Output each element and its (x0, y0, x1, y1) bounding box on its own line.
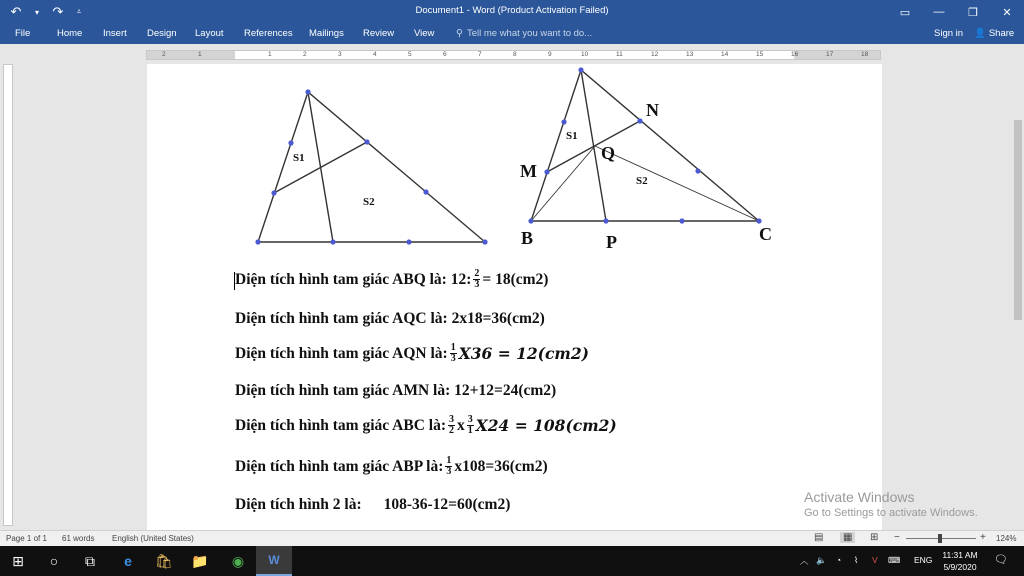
clock-time: 11:31 AM (942, 550, 978, 560)
ruler-number: 16 (791, 51, 799, 58)
fraction: $\frac{1}{3}$ (450, 342, 456, 364)
undo-dropdown-icon[interactable]: ▾ (34, 7, 39, 17)
line-label: Diện tích hình 2 là: (235, 496, 362, 513)
tab-file[interactable]: File (15, 28, 31, 39)
vertical-scrollbar[interactable] (1012, 64, 1024, 530)
right-triangle (531, 70, 759, 221)
right-label-s1: S1 (566, 130, 578, 142)
tab-review[interactable]: Review (363, 28, 395, 39)
ruler-number: 1 (198, 51, 202, 58)
word-app-icon[interactable]: W (256, 546, 292, 576)
right-label-s2: S2 (636, 175, 648, 187)
point-label-q: Q (601, 143, 616, 163)
edge-browser-icon[interactable]: e (124, 553, 132, 569)
zoom-out-icon[interactable]: − (894, 532, 900, 543)
lightbulb-icon: ⚲ (456, 28, 463, 39)
right-triangle-outline (531, 70, 759, 221)
tray-chevron-icon[interactable]: ︿ (800, 556, 809, 566)
watermark-subtitle: Go to Settings to activate Windows. (804, 507, 978, 519)
doc-line-hinh2[interactable] (235, 496, 510, 514)
right-points (528, 67, 761, 223)
page-count[interactable]: Page 1 of 1 (6, 534, 47, 543)
left-label-s2: S2 (363, 196, 375, 208)
left-triangle-outline (258, 92, 485, 242)
zoom-slider-thumb[interactable] (938, 534, 942, 543)
minimize-button[interactable]: — (933, 6, 945, 18)
file-explorer-icon[interactable]: 📁 (191, 552, 209, 569)
volume-icon[interactable]: 🔈 (816, 555, 827, 565)
network-icon[interactable]: ◔ (836, 555, 842, 565)
left-triangle (258, 92, 485, 242)
close-button[interactable]: ✕ (1002, 6, 1012, 19)
tab-design[interactable]: Design (147, 28, 177, 39)
ribbon-tabs (0, 24, 1024, 44)
geometry-figure (147, 64, 882, 264)
print-layout-icon[interactable]: ▦ (840, 532, 855, 543)
fraction: $\frac{3}{2}$ (448, 414, 454, 436)
point-label-m: M (520, 161, 537, 181)
language-indicator[interactable]: English (United States) (112, 534, 194, 543)
ruler-number: 13 (686, 51, 694, 58)
windows-start-icon[interactable]: ⊞ (12, 552, 24, 569)
word-count[interactable]: 61 words (62, 534, 95, 543)
activate-windows-watermark (804, 489, 978, 519)
doc-line-amn[interactable]: Diện tích hình tam giác AMN là: 12+12=24(cm2) (235, 382, 557, 399)
ruler-number: 3 (338, 51, 342, 58)
redo-icon[interactable]: ↷ (52, 4, 64, 19)
ruler-number: 15 (756, 51, 764, 58)
ruler-number: 2 (162, 51, 166, 58)
line-prefix: Diện tích hình tam giác ABQ là: 12: (235, 270, 472, 288)
ruler-number: 18 (861, 51, 869, 58)
zoom-in-icon[interactable]: + (980, 532, 986, 543)
task-view-icon[interactable]: ⧉ (85, 552, 95, 569)
line-prefix: Diện tích hình tam giác AQN là: (235, 344, 448, 362)
language-indicator-taskbar[interactable]: ENG (914, 555, 933, 565)
store-icon[interactable]: 🛍 (155, 552, 173, 569)
line-value: 108-36-12=60(cm2) (383, 496, 511, 513)
share-button[interactable] (974, 28, 1014, 39)
ruler-number: 11 (616, 51, 623, 58)
horizontal-ruler-row (0, 48, 1024, 62)
watermark-title: Activate Windows (804, 489, 915, 505)
left-label-s1: S1 (293, 152, 305, 164)
point-label-n: N (646, 100, 659, 120)
antivirus-icon[interactable]: V (872, 555, 878, 565)
ruler-number: 2 (303, 51, 307, 58)
ribbon-display-options-icon[interactable]: ▭ (899, 6, 911, 19)
line-suffix: x108=36(cm2) (454, 457, 548, 475)
ruler-number: 6 (443, 51, 447, 58)
read-mode-icon[interactable]: ▤ (814, 532, 824, 543)
ruler-number: 10 (581, 51, 589, 58)
ruler-number: 8 (513, 51, 517, 58)
tab-home[interactable]: Home (57, 28, 83, 39)
search-circle-icon[interactable]: ○ (49, 553, 59, 569)
fraction: $\frac{3}{1}$ (467, 414, 473, 436)
ruler-number: 12 (651, 51, 659, 58)
doc-line-abq[interactable] (235, 269, 548, 290)
clock-date: 5/9/2020 (943, 562, 977, 572)
ruler-number: 4 (373, 51, 377, 58)
fraction: $\frac{2}{3}$ (474, 268, 480, 290)
doc-line-aqn[interactable] (235, 343, 589, 364)
notifications-icon[interactable]: 🗨 (994, 554, 1008, 566)
ruler-number: 5 (408, 51, 412, 58)
line-suffix: = 18(cm2) (482, 270, 549, 288)
doc-line-abc[interactable] (235, 415, 617, 436)
windows-taskbar (0, 546, 1024, 576)
fraction: $\frac{1}{3}$ (446, 455, 452, 477)
point-label-b: B (521, 228, 534, 248)
web-layout-icon[interactable]: ⊞ (870, 532, 879, 543)
tab-mailings[interactable]: Mailings (309, 28, 344, 39)
left-cross-line (274, 142, 367, 193)
point-label-c: C (759, 224, 772, 244)
ruler-number: 1 (268, 51, 272, 58)
point-label-p: P (606, 232, 617, 252)
tab-view[interactable]: View (414, 28, 435, 39)
zoom-level[interactable]: 124% (996, 534, 1017, 543)
doc-line-aqc[interactable]: Diện tích hình tam giác AQC là: 2x18=36(cm2) (235, 310, 545, 327)
line-mid: x (456, 416, 465, 434)
line-suffix: X24 = 108(cm2) (475, 416, 617, 435)
share-label: Share (988, 28, 1015, 39)
tab-references[interactable]: References (244, 28, 293, 39)
undo-icon[interactable]: ↶ (10, 4, 22, 19)
status-bar (0, 530, 1024, 546)
title-bar (0, 0, 1024, 24)
line-suffix: X36 = 12(cm2) (458, 344, 589, 363)
restore-button[interactable]: ❐ (968, 6, 978, 19)
ruler-number: 14 (721, 51, 729, 58)
person-icon: 👤 (974, 28, 986, 39)
tab-layout[interactable]: Layout (195, 28, 224, 39)
line-prefix: Diện tích hình tam giác ABP là: (235, 457, 444, 475)
customize-toolbar-icon[interactable]: ⩡ (76, 7, 82, 16)
tell-me-box[interactable] (456, 28, 592, 39)
horizontal-ruler[interactable] (146, 50, 881, 60)
ruler-number: 7 (478, 51, 482, 58)
app-icon[interactable]: ◉ (231, 552, 245, 569)
left-points (255, 89, 487, 244)
keyboard-icon[interactable]: ⌨ (888, 555, 901, 565)
ruler-number: 17 (826, 51, 834, 58)
window-title: Document1 - Word (Product Activation Failed) (415, 5, 609, 16)
wifi-icon[interactable]: ⌇ (854, 555, 859, 565)
tell-me-placeholder: Tell me what you want to do... (466, 28, 593, 39)
line-prefix: Diện tích hình tam giác ABC là: (235, 416, 446, 434)
doc-line-abp[interactable] (235, 456, 548, 477)
sign-in-link[interactable]: Sign in (934, 28, 964, 39)
vertical-ruler[interactable] (3, 64, 13, 526)
ruler-number: 9 (548, 51, 552, 58)
clock[interactable] (934, 549, 986, 573)
left-margin-region (147, 51, 235, 59)
tab-insert[interactable]: Insert (103, 28, 127, 39)
scrollbar-thumb[interactable] (1014, 120, 1022, 320)
document-page[interactable] (147, 64, 882, 530)
